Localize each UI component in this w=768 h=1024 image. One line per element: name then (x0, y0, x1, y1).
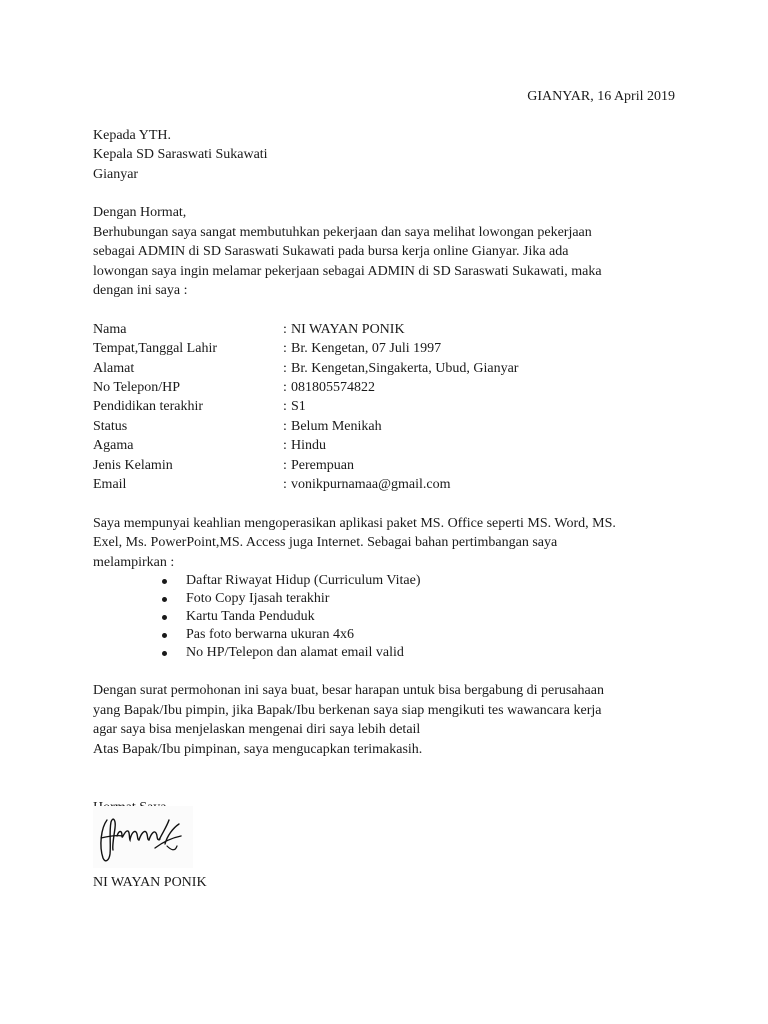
bullet-icon (162, 579, 167, 584)
attachment-text: Foto Copy Ijasah terakhir (186, 591, 330, 607)
field-row (93, 475, 683, 494)
greeting: Dengan Hormat, (93, 205, 187, 221)
field-label: Email (93, 477, 127, 493)
attachment-item (93, 644, 683, 662)
intro-paragraph (93, 223, 683, 301)
field-row (93, 378, 683, 397)
attachment-item (93, 590, 683, 608)
field-value: Perempuan (291, 457, 354, 473)
spacer (93, 494, 683, 513)
field-value: Br. Kengetan,Singakerta, Ubud, Gianyar (291, 360, 519, 376)
paragraph-line: Dengan surat permohonan ini saya buat, besar harapan untuk bisa bergabung di perusahaan (93, 683, 604, 699)
field-value: 081805574822 (291, 380, 375, 396)
field-value: vonikpurnamaa@gmail.com (291, 477, 451, 493)
attachment-item (93, 572, 683, 590)
attachment-item (93, 608, 683, 626)
field-label: Nama (93, 321, 127, 337)
paragraph-line: Exel, Ms. PowerPoint,MS. Access juga Internet. Sebagai bahan pertimbangan saya (93, 535, 558, 551)
field-label: No Telepon/HP (93, 380, 181, 396)
bullet-icon (162, 615, 167, 620)
recipient-line: Kepala SD Saraswati Sukawati (93, 147, 268, 163)
field-value: S1 (291, 399, 306, 415)
field-value: Br. Kengetan, 07 Juli 1997 (291, 341, 442, 357)
field-label: Tempat,Tanggal Lahir (93, 341, 217, 357)
field-separator: : (283, 399, 287, 415)
paragraph-line: Atas Bapak/Ibu pimpinan, saya mengucapkan terimakasih. (93, 741, 423, 757)
spacer (93, 779, 683, 798)
bullet-icon (162, 597, 167, 602)
spacer (93, 662, 683, 681)
field-row (93, 436, 683, 455)
field-row (93, 397, 683, 416)
closing-paragraph (93, 681, 683, 759)
spacer (93, 184, 683, 203)
bullet-icon (162, 651, 167, 656)
field-label: Alamat (93, 360, 135, 376)
field-label: Agama (93, 438, 134, 454)
recipient-line: Gianyar (93, 166, 139, 182)
attachment-text: Pas foto berwarna ukuran 4x6 (186, 627, 354, 643)
field-label: Status (93, 418, 128, 434)
field-label: Jenis Kelamin (93, 457, 173, 473)
field-separator: : (283, 418, 287, 434)
field-row (93, 359, 683, 378)
attachment-text: No HP/Telepon dan alamat email valid (186, 645, 404, 661)
field-separator: : (283, 438, 287, 454)
field-label: Pendidikan terakhir (93, 399, 204, 415)
field-row (93, 417, 683, 436)
attachment-list (93, 572, 683, 662)
attachment-text: Daftar Riwayat Hidup (Curriculum Vitae) (186, 573, 421, 589)
spacer (93, 300, 683, 319)
field-separator: : (283, 321, 287, 337)
signature-icon (93, 806, 193, 868)
recipient-block (93, 126, 683, 184)
bullet-icon (162, 633, 167, 638)
field-separator: : (283, 457, 287, 473)
paragraph-line: sebagai ADMIN di SD Saraswati Sukawati pada bursa kerja online Gianyar. Jika ada (93, 244, 569, 260)
field-separator: : (283, 380, 287, 396)
letter-date: GIANYAR, 16 April 2019 (527, 89, 675, 104)
attachment-item (93, 626, 683, 644)
attachment-text: Kartu Tanda Penduduk (186, 609, 315, 625)
applicant-details (93, 320, 683, 495)
paragraph-line: agar saya bisa menjelaskan mengenai diri saya lebih detail (93, 722, 421, 738)
field-value: Hindu (291, 438, 326, 454)
field-row (93, 456, 683, 475)
recipient-line: Kepada YTH. (93, 127, 172, 143)
field-value: Belum Menikah (291, 418, 382, 434)
skills-paragraph (93, 514, 683, 572)
paragraph-line: Saya mempunyai keahlian mengoperasikan aplikasi paket MS. Office seperti MS. Word, MS. (93, 515, 616, 531)
spacer (93, 759, 683, 778)
field-separator: : (283, 477, 287, 493)
paragraph-line: Berhubungan saya sangat membutuhkan pekerjaan dan saya melihat lowongan pekerjaan (93, 224, 592, 240)
signature-image (93, 806, 193, 868)
paragraph-line: yang Bapak/Ibu pimpin, jika Bapak/Ibu berkenan saya siap mengikuti tes wawancara kerja (93, 702, 602, 718)
spacer (93, 106, 683, 125)
field-separator: : (283, 360, 287, 376)
field-separator: : (283, 341, 287, 357)
paragraph-line: melampirkan : (93, 554, 175, 570)
field-value: NI WAYAN PONIK (291, 321, 405, 337)
paragraph-line: dengan ini saya : (93, 283, 188, 299)
field-row (93, 339, 683, 358)
field-row (93, 320, 683, 339)
signer-name: NI WAYAN PONIK (93, 875, 207, 890)
paragraph-line: lowongan saya ingin melamar pekerjaan sebagai ADMIN di SD Saraswati Sukawati, maka (93, 263, 602, 279)
letter-page (93, 87, 683, 817)
